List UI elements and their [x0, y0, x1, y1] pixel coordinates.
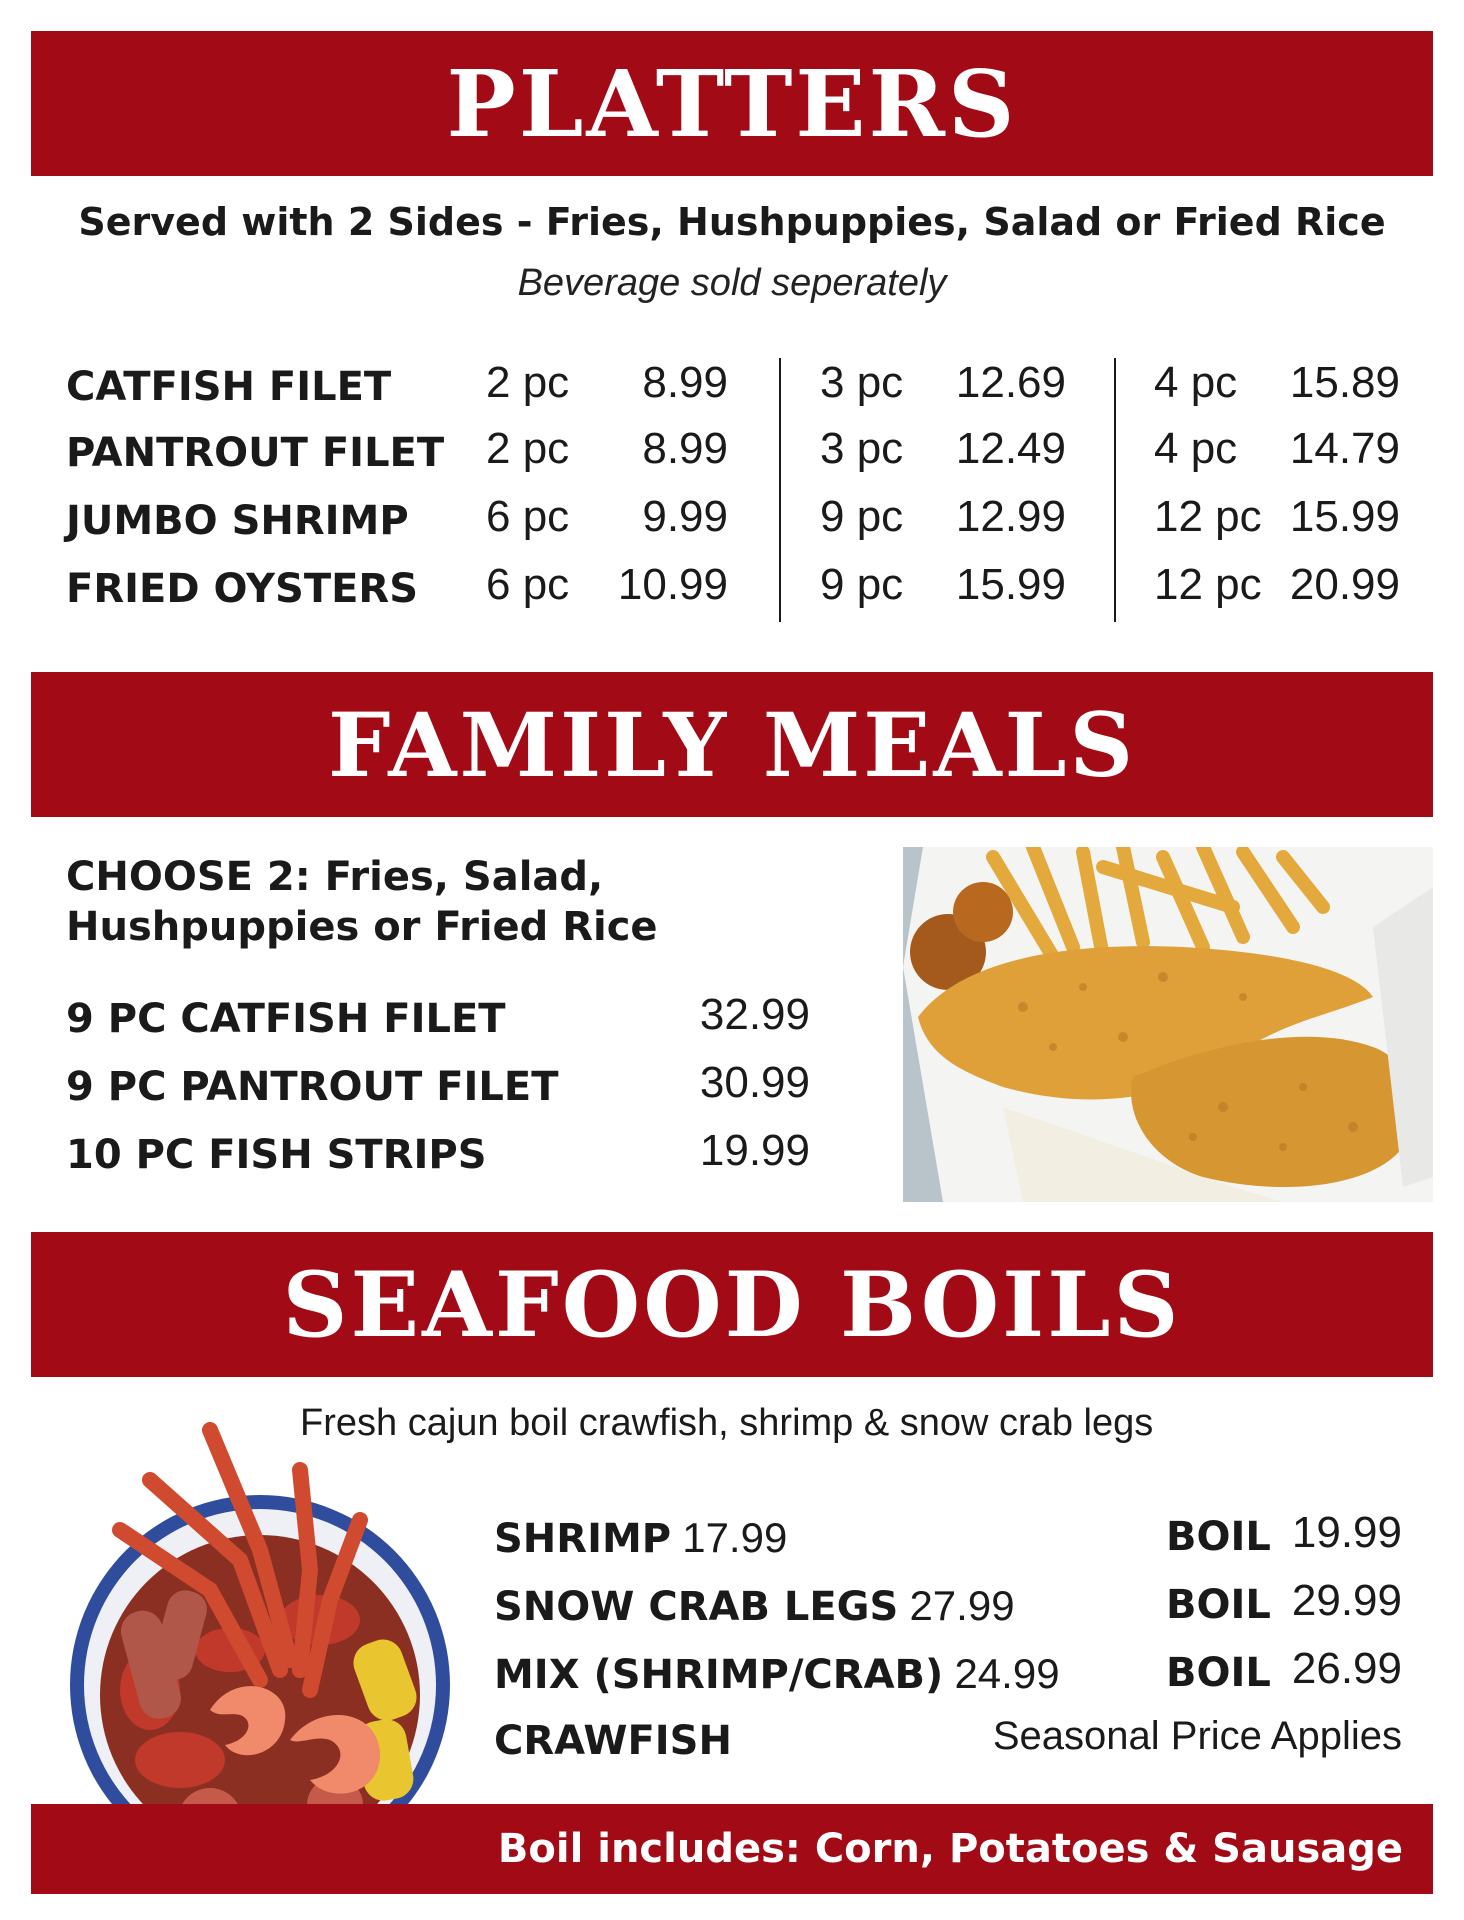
platter-qty: 4 pc — [1154, 424, 1238, 473]
platters-subtitle: Served with 2 Sides - Fries, Hushpuppies, Salad or Fried Rice — [78, 200, 1386, 244]
platters-note: Beverage sold seperately — [517, 262, 947, 304]
boil-item — [494, 1514, 787, 1562]
platter-qty: 2 pc — [486, 424, 570, 473]
boil-price: 29.99 — [1291, 1576, 1402, 1625]
platter-item-name: PANTROUT FILET — [66, 430, 445, 476]
crawfish-name: CRAWFISH — [494, 1718, 732, 1764]
crawfish-row — [0, 1712, 1464, 1772]
platter-qty: 9 pc — [820, 560, 904, 609]
platters-title: PLATTERS — [446, 49, 1018, 158]
platter-price: 12.69 — [955, 358, 1066, 407]
platter-price: 12.49 — [955, 424, 1066, 473]
platter-qty: 9 pc — [820, 492, 904, 541]
boil-item-name: SHRIMP — [494, 1516, 672, 1562]
family-meal-row — [0, 990, 900, 1050]
platter-price: 15.99 — [955, 560, 1066, 609]
platter-price: 10.99 — [617, 560, 728, 609]
boil-item-price: 27.99 — [909, 1582, 1015, 1629]
platter-qty: 12 pc — [1154, 492, 1262, 541]
platters-banner — [31, 31, 1433, 176]
family-meal-price: 30.99 — [699, 1058, 810, 1107]
boil-row — [0, 1576, 1464, 1636]
platter-row — [0, 560, 1464, 620]
boil-row — [0, 1644, 1464, 1704]
platter-qty: 3 pc — [820, 358, 904, 407]
platter-price: 15.89 — [1289, 358, 1400, 407]
family-choose-text: CHOOSE 2: Fries, Salad, Hushpuppies or Fried Rice — [66, 854, 658, 950]
platter-price: 12.99 — [955, 492, 1066, 541]
family-meal-row — [0, 1126, 900, 1186]
boil-item — [494, 1582, 1015, 1630]
family-meal-row — [0, 1058, 900, 1118]
crawfish-seasonal-note: Seasonal Price Applies — [992, 1714, 1402, 1758]
platter-price: 8.99 — [642, 358, 728, 407]
fried-fish-photo — [903, 847, 1433, 1202]
platter-item-name: CATFISH FILET — [66, 364, 392, 410]
platter-qty: 4 pc — [1154, 358, 1238, 407]
platter-row — [0, 492, 1464, 552]
platter-price: 15.99 — [1289, 492, 1400, 541]
platter-qty: 2 pc — [486, 358, 570, 407]
boil-price: 26.99 — [1291, 1644, 1402, 1693]
boil-item-name: MIX (SHRIMP/CRAB) — [494, 1652, 944, 1698]
boil-label: BOIL — [1166, 1582, 1271, 1628]
platter-price: 9.99 — [642, 492, 728, 541]
seafood-boils-banner — [31, 1232, 1433, 1377]
boil-price: 19.99 — [1291, 1508, 1402, 1557]
platter-item-name: FRIED OYSTERS — [66, 566, 419, 612]
platter-qty: 3 pc — [820, 424, 904, 473]
boil-item-name: SNOW CRAB LEGS — [494, 1584, 899, 1630]
family-meal-name: 10 PC FISH STRIPS — [66, 1132, 487, 1178]
boil-row — [0, 1508, 1464, 1568]
family-meals-banner — [31, 672, 1433, 817]
platter-row — [0, 424, 1464, 484]
family-meal-name: 9 PC PANTROUT FILET — [66, 1064, 559, 1110]
platter-item-name: JUMBO SHRIMP — [66, 498, 409, 544]
fried-fish-illustration — [903, 847, 1433, 1202]
platter-price: 8.99 — [642, 424, 728, 473]
boil-item-price: 24.99 — [954, 1650, 1060, 1697]
boil-footer-bar — [31, 1804, 1433, 1894]
platter-row — [0, 358, 1464, 418]
boil-item — [494, 1650, 1060, 1698]
boils-intro: Fresh cajun boil crawfish, shrimp & snow crab legs — [300, 1402, 1154, 1444]
platter-qty: 12 pc — [1154, 560, 1262, 609]
family-meal-price: 32.99 — [699, 990, 810, 1039]
platter-qty: 6 pc — [486, 560, 570, 609]
platter-price: 20.99 — [1289, 560, 1400, 609]
platter-price: 14.79 — [1289, 424, 1400, 473]
boil-footer-text: Boil includes: Corn, Potatoes & Sausage — [497, 1826, 1403, 1872]
boil-label: BOIL — [1166, 1650, 1271, 1696]
platter-qty: 6 pc — [486, 492, 570, 541]
family-meal-price: 19.99 — [699, 1126, 810, 1175]
family-meal-name: 9 PC CATFISH FILET — [66, 996, 506, 1042]
family-meals-title: FAMILY MEALS — [327, 692, 1137, 797]
seafood-boils-title: SEAFOOD BOILS — [282, 1251, 1182, 1358]
boil-label: BOIL — [1166, 1514, 1271, 1560]
boil-item-price: 17.99 — [682, 1514, 788, 1561]
